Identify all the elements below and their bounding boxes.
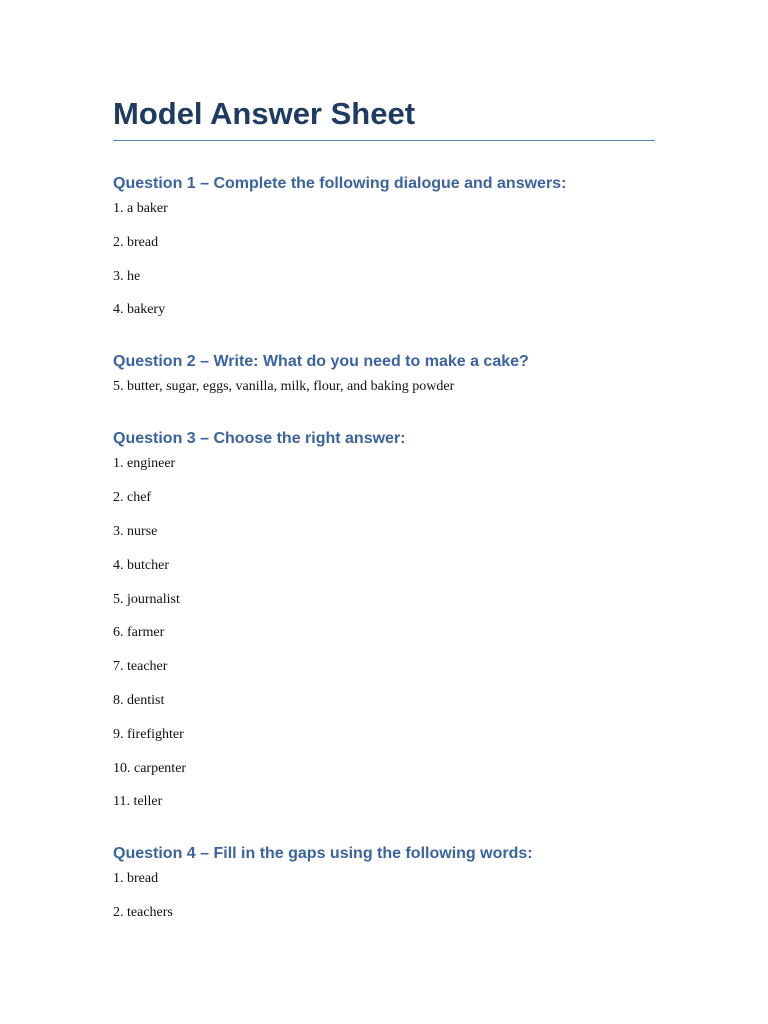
question-4-answers [113, 870, 655, 922]
question-3-heading: Question 3 – Choose the right answer: [113, 430, 406, 448]
answer-item: 9. firefighter [113, 726, 184, 742]
answer-item: 11. teller [113, 794, 163, 810]
question-1-heading: Question 1 – Complete the following dialogue and answers: [113, 175, 567, 192]
answer-item: 2. chef [113, 490, 152, 506]
question-1-section [113, 174, 655, 319]
answer-item: 1. bread [113, 871, 159, 887]
answer-item: 4. butcher [113, 557, 169, 573]
answer-item: 3. he [113, 268, 141, 284]
answer-item: 2. bread [113, 234, 159, 250]
question-2-heading: Question 2 – Write: What do you need to make a cake? [113, 353, 529, 371]
answer-item: 3. nurse [113, 523, 158, 539]
answer-item: 2. teachers [113, 905, 173, 921]
question-3-section [113, 429, 655, 811]
answer-item: 5. butter, sugar, eggs, vanilla, milk, flour, and baking powder [113, 379, 455, 395]
question-2-answers [113, 378, 655, 396]
answer-item: 6. farmer [113, 625, 165, 641]
answer-item: 4. bakery [113, 302, 166, 318]
answer-item: 1. a baker [113, 201, 168, 216]
question-4-heading: Question 4 – Fill in the gaps using the following words: [113, 845, 533, 863]
question-2-section [113, 352, 655, 396]
question-1-answers [113, 200, 655, 319]
question-4-section [113, 844, 655, 922]
answer-item: 5. journalist [113, 591, 180, 607]
document-page [113, 96, 655, 922]
page-title: Model Answer Sheet [113, 96, 655, 141]
answer-item: 8. dentist [113, 692, 165, 708]
answer-item: 7. teacher [113, 659, 168, 675]
answer-item: 1. engineer [113, 456, 176, 472]
answer-item: 10. carpenter [113, 760, 187, 776]
question-3-answers [113, 455, 655, 811]
